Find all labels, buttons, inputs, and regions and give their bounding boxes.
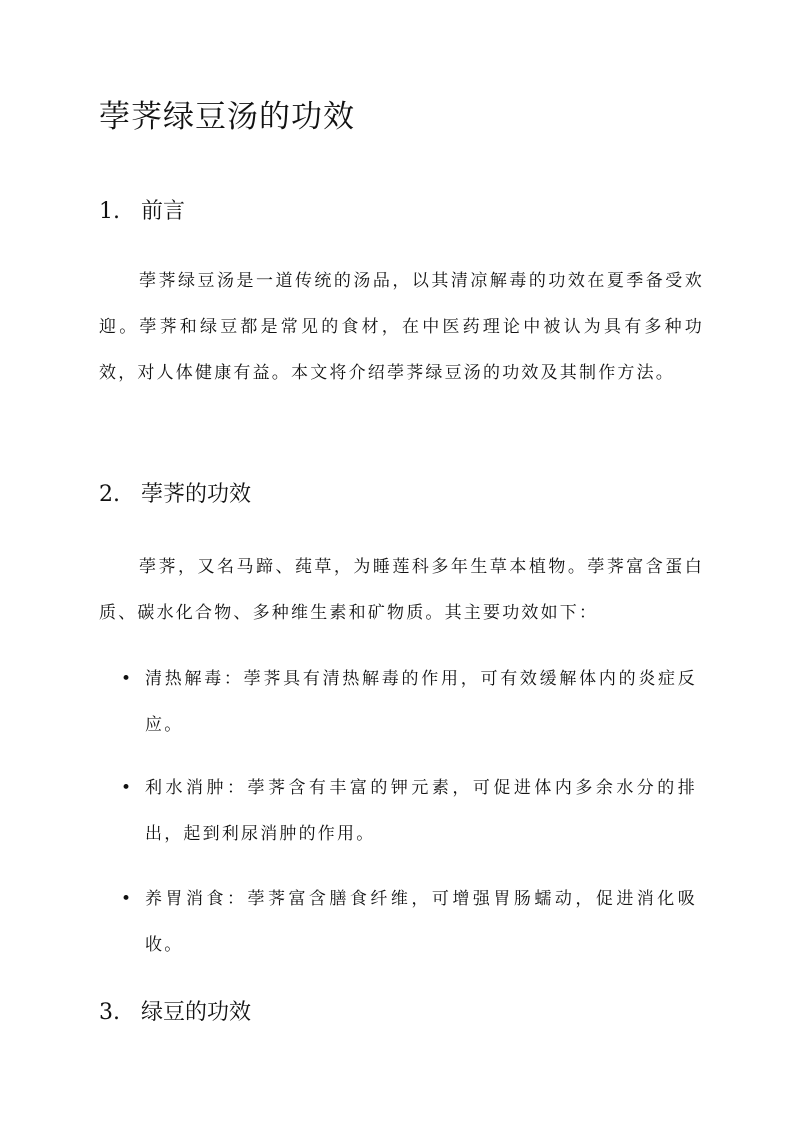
section-1-number: 1. <box>99 199 120 224</box>
section-3-title: 绿豆的功效 <box>141 1000 252 1025</box>
document-title: 荸荠绿豆汤的功效 <box>99 99 355 135</box>
section-3-number: 3. <box>99 1000 120 1025</box>
section-2-number: 2. <box>99 482 120 507</box>
section-2-paragraph: 荸荠，又名马蹄、莼草，为睡莲科多年生草本植物。荸荠富含蛋白质、碳水化合物、多种维生素和矿物质。其主要功效如下： <box>99 557 704 623</box>
section-1-title: 前言 <box>141 199 186 224</box>
bullet-item <box>99 656 704 748</box>
bullet-text: 利水消肿：荸荠含有丰富的钾元素，可促进体内多余水分的排出，起到利尿消肿的作用。 <box>145 778 697 844</box>
bullet-dot: • <box>121 889 134 909</box>
bullet-item <box>99 876 704 968</box>
section-1-paragraph: 荸荠绿豆汤是一道传统的汤品，以其清凉解毒的功效在夏季备受欢迎。荸荠和绿豆都是常见的食材，在中医药理论中被认为具有多种功效，对人体健康有益。本文将介绍荸荠绿豆汤的功效及其制作方法。 <box>99 271 704 383</box>
section-2-title: 荸荠的功效 <box>141 482 252 507</box>
bullet-dot: • <box>121 669 134 689</box>
section-3-heading <box>99 997 251 1029</box>
bullet-text: 清热解毒：荸荠具有清热解毒的作用，可有效缓解体内的炎症反应。 <box>145 669 697 735</box>
section-1-heading <box>99 196 185 228</box>
section-2-heading <box>99 479 251 511</box>
bullet-item <box>99 765 704 857</box>
bullet-dot: • <box>121 778 134 798</box>
bullet-text: 养胃消食：荸荠富含膳食纤维，可增强胃肠蠕动，促进消化吸收。 <box>145 889 697 955</box>
